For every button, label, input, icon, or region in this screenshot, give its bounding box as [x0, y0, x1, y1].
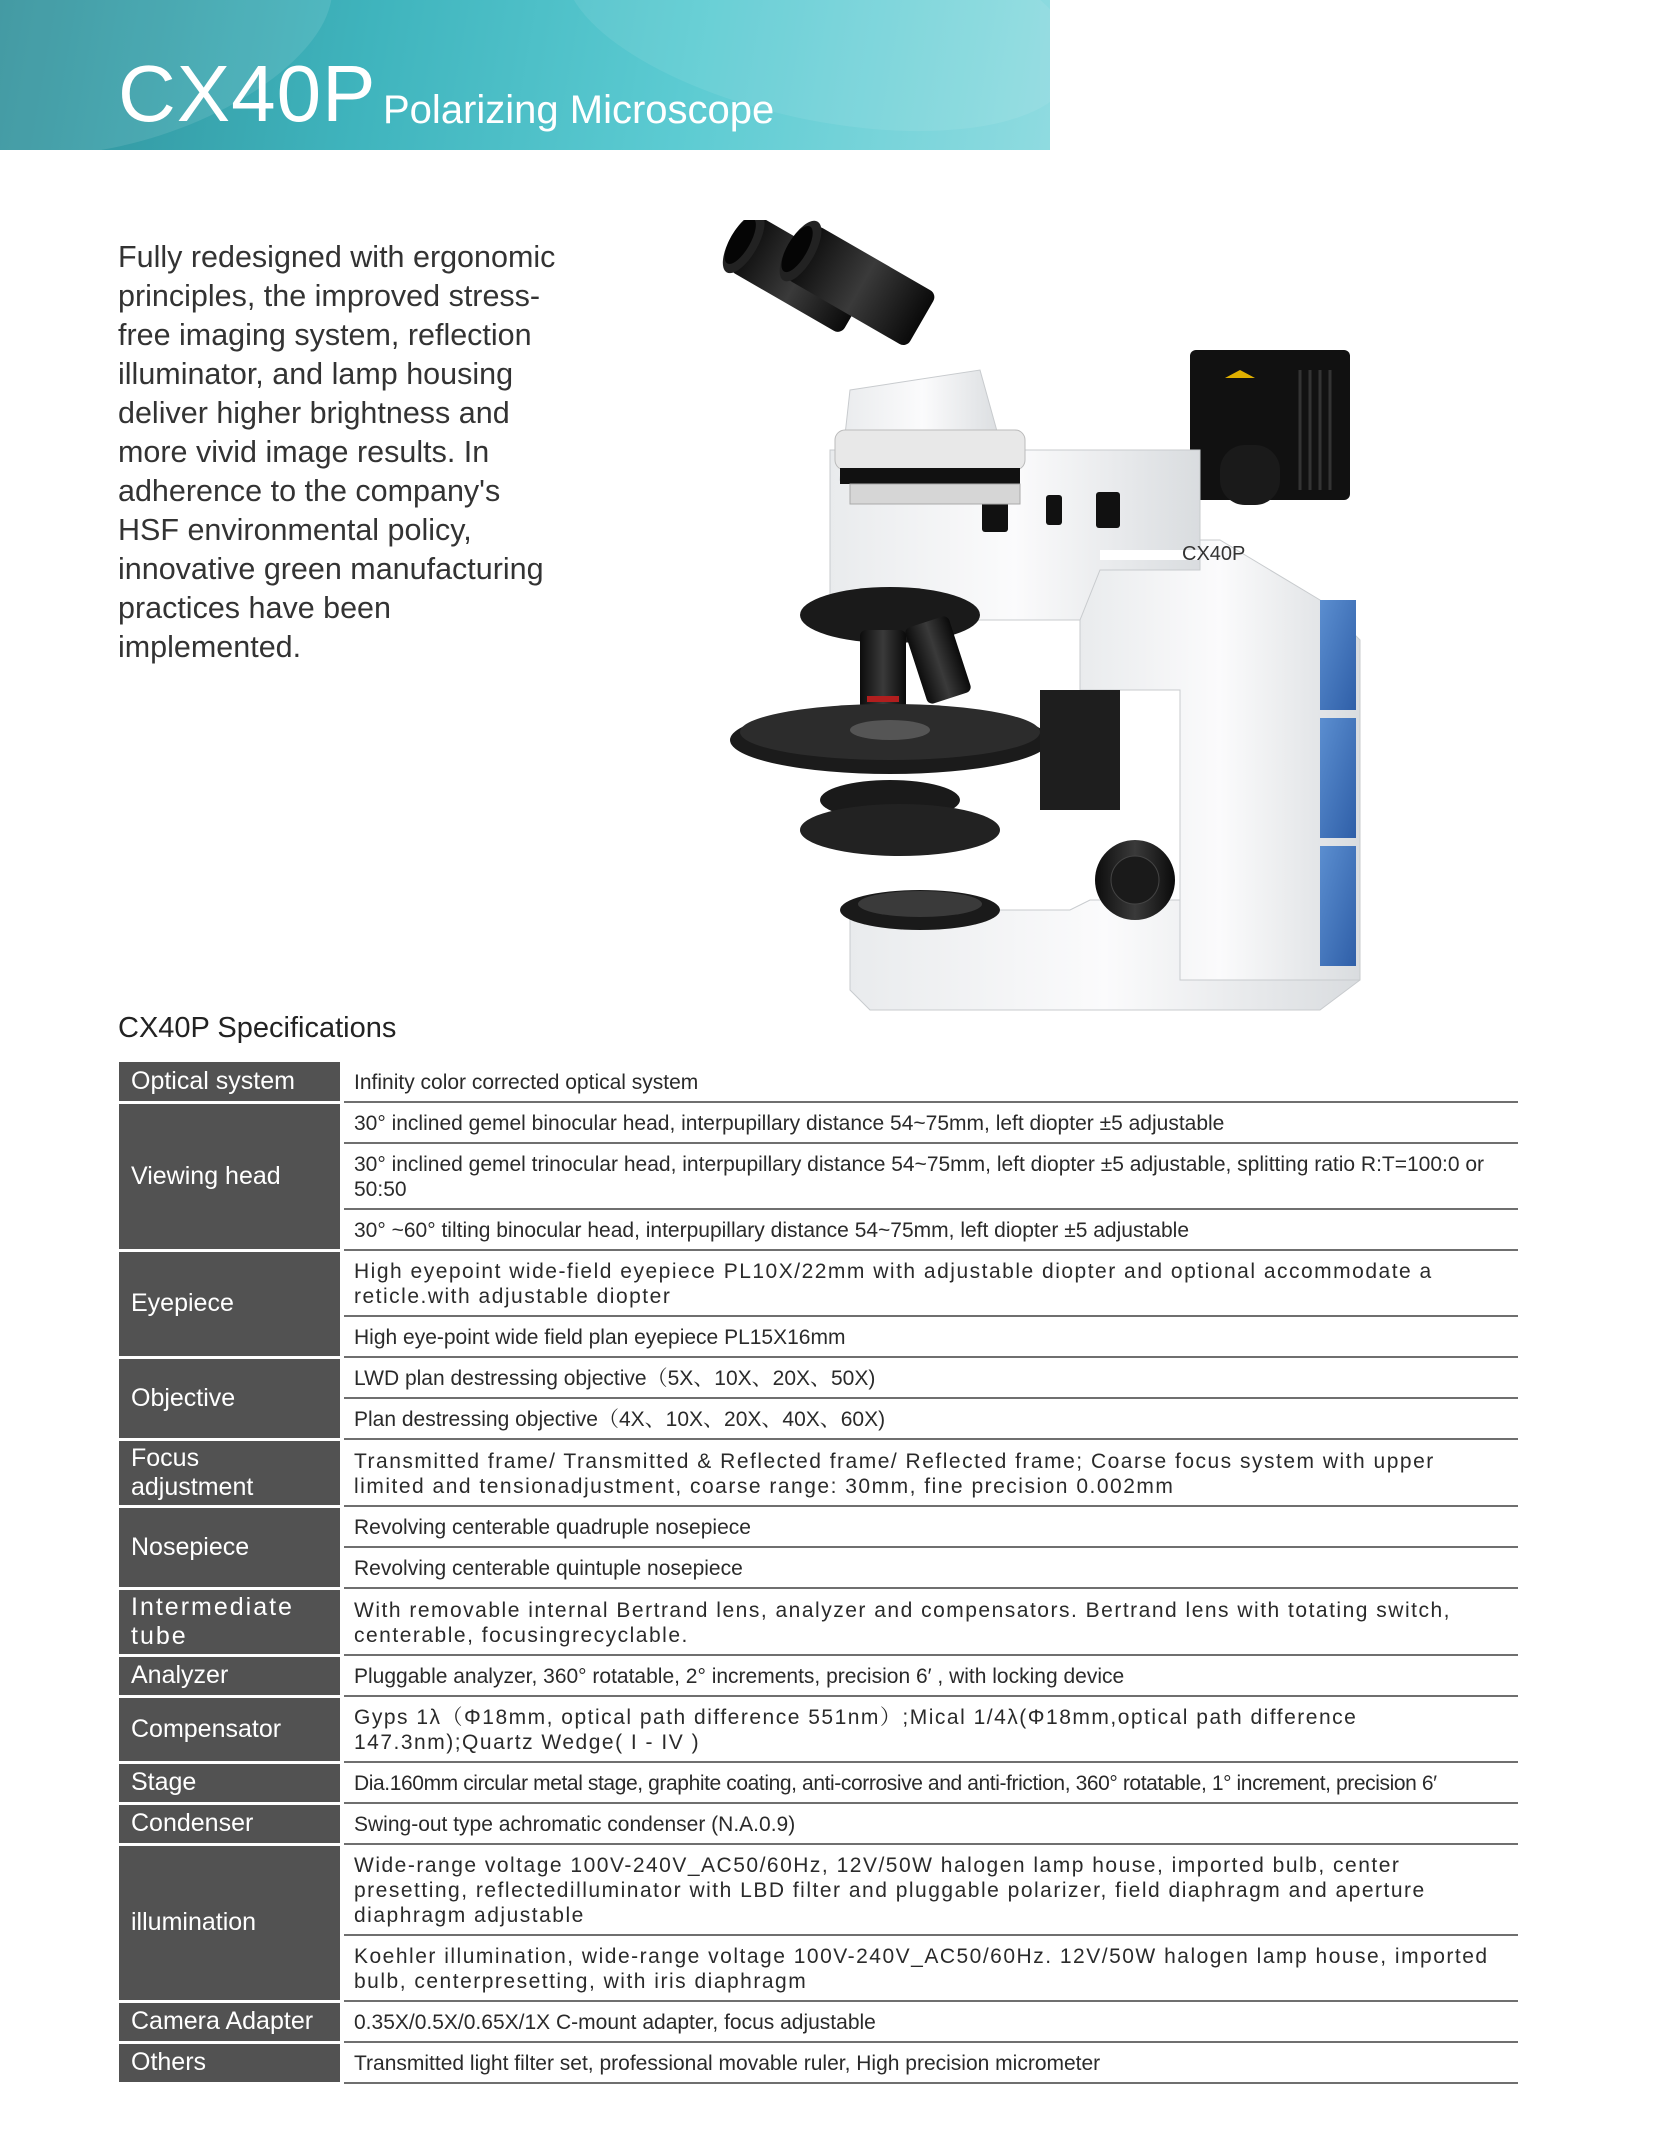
spec-value: 30° inclined gemel trinocular head, interpupillary distance 54~75mm, left diopter ±5 adjustable, splitting ratio R:T=100:0 or 50:50 [342, 1143, 1518, 1209]
spec-row-compensator [119, 1696, 1518, 1762]
spec-row-viewing-head [119, 1102, 1518, 1143]
spec-value: Dia.160mm circular metal stage, graphite coating, anti-corrosive and anti-friction, 360° rotatable, 1° increment, precision 6′ [342, 1762, 1518, 1803]
spec-label: Condenser [119, 1803, 342, 1844]
product-subtitle: Polarizing Microscope [383, 88, 775, 132]
spec-value: LWD plan destressing objective（5X、10X、20X、50X) [342, 1357, 1518, 1398]
spec-row-focus-adjustment [119, 1439, 1518, 1506]
spec-label: illumination [119, 1844, 342, 2001]
spec-value: Pluggable analyzer, 360° rotatable, 2° increments, precision 6′ , with locking device [342, 1655, 1518, 1696]
spec-row-camera-adapter [119, 2001, 1518, 2042]
spec-row-objective [119, 1357, 1518, 1398]
spec-label: Objective [119, 1357, 342, 1439]
spec-value: Revolving centerable quintuple nosepiece [342, 1547, 1518, 1588]
spec-value: Gyps 1λ（Φ18mm, optical path difference 551nm）;Mical 1/4λ(Φ18mm,optical path difference 147.3nm);Quartz Wedge( I - IV ) [342, 1696, 1518, 1762]
intro-paragraph: Fully redesigned with ergonomic principles, the improved stress-free imaging system, reflection illuminator, and lamp housing deliver higher brightness and more vivid image results. In adherence to the company's HSF environmental policy, innovative green manufacturing practices have been implemented. [118, 240, 556, 664]
spec-label: Camera Adapter [119, 2001, 342, 2042]
spec-label: Intermediate tube [119, 1588, 342, 1655]
spec-value: Swing-out type achromatic condenser (N.A.0.9) [342, 1803, 1518, 1844]
microscope-image [660, 220, 1420, 1060]
spec-value: With removable internal Bertrand lens, analyzer and compensators. Bertrand lens with totating switch, centerable, focusingrecyclable. [342, 1588, 1518, 1655]
header-banner [0, 0, 1050, 150]
spec-label: Eyepiece [119, 1250, 342, 1357]
body-label-text: CX40P [1182, 543, 1246, 565]
spec-row-analyzer [119, 1655, 1518, 1696]
spec-value: Infinity color corrected optical system [342, 1062, 1518, 1102]
spec-value: Transmitted light filter set, professional movable ruler, High precision micrometer [342, 2042, 1518, 2083]
spec-label: Others [119, 2042, 342, 2083]
model-title: CX40P [118, 49, 377, 138]
spec-row-condenser [119, 1803, 1518, 1844]
spec-row-nosepiece [119, 1506, 1518, 1547]
spec-value: 30° inclined gemel binocular head, interpupillary distance 54~75mm, left diopter ±5 adjustable [342, 1102, 1518, 1143]
spec-label: Viewing head [119, 1102, 342, 1250]
spec-label: Compensator [119, 1696, 342, 1762]
spec-value: High eyepoint wide-field eyepiece PL10X/22mm with adjustable diopter and optional accommodate a reticle.with adjustable diopter [342, 1250, 1518, 1316]
spec-label: Focus adjustment [119, 1439, 342, 1506]
spec-label: Nosepiece [119, 1506, 342, 1588]
spec-label: Analyzer [119, 1655, 342, 1696]
spec-label: Stage [119, 1762, 342, 1803]
spec-row-eyepiece [119, 1250, 1518, 1316]
spec-value: 0.35X/0.5X/0.65X/1X C-mount adapter, focus adjustable [342, 2001, 1518, 2042]
spec-value: Revolving centerable quadruple nosepiece [342, 1506, 1518, 1547]
spec-row-intermediate-tube [119, 1588, 1518, 1655]
spec-value: Transmitted frame/ Transmitted & Reflected frame/ Reflected frame; Coarse focus system with upper limited and tensionadjustment, coarse range: 30mm, fine precision 0.002mm [342, 1439, 1518, 1506]
spec-value: 30° ~60° tilting binocular head, interpupillary distance 54~75mm, left diopter ±5 adjustable [342, 1209, 1518, 1250]
spec-row-optical-system [119, 1062, 1518, 1102]
spec-value: Plan destressing objective（4X、10X、20X、40X、60X) [342, 1398, 1518, 1439]
spec-row-illumination [119, 1844, 1518, 1935]
spec-row-stage [119, 1762, 1518, 1803]
spec-value: Koehler illumination, wide-range voltage 100V-240V_AC50/60Hz. 12V/50W halogen lamp house, imported bulb, centerpresetting, with iris diaphragm [342, 1935, 1518, 2001]
specs-title: CX40P Specifications [118, 1012, 397, 1044]
spec-label: Optical system [119, 1062, 342, 1102]
spec-row-others [119, 2042, 1518, 2083]
spec-value: High eye-point wide field plan eyepiece PL15X16mm [342, 1316, 1518, 1357]
specs-table [119, 1062, 1518, 2085]
spec-value: Wide-range voltage 100V-240V_AC50/60Hz, 12V/50W halogen lamp house, imported bulb, center presetting, reflectedilluminator with LBD filter and pluggable polarizer, field diaphragm and aperture diaphragm adjustable [342, 1844, 1518, 1935]
